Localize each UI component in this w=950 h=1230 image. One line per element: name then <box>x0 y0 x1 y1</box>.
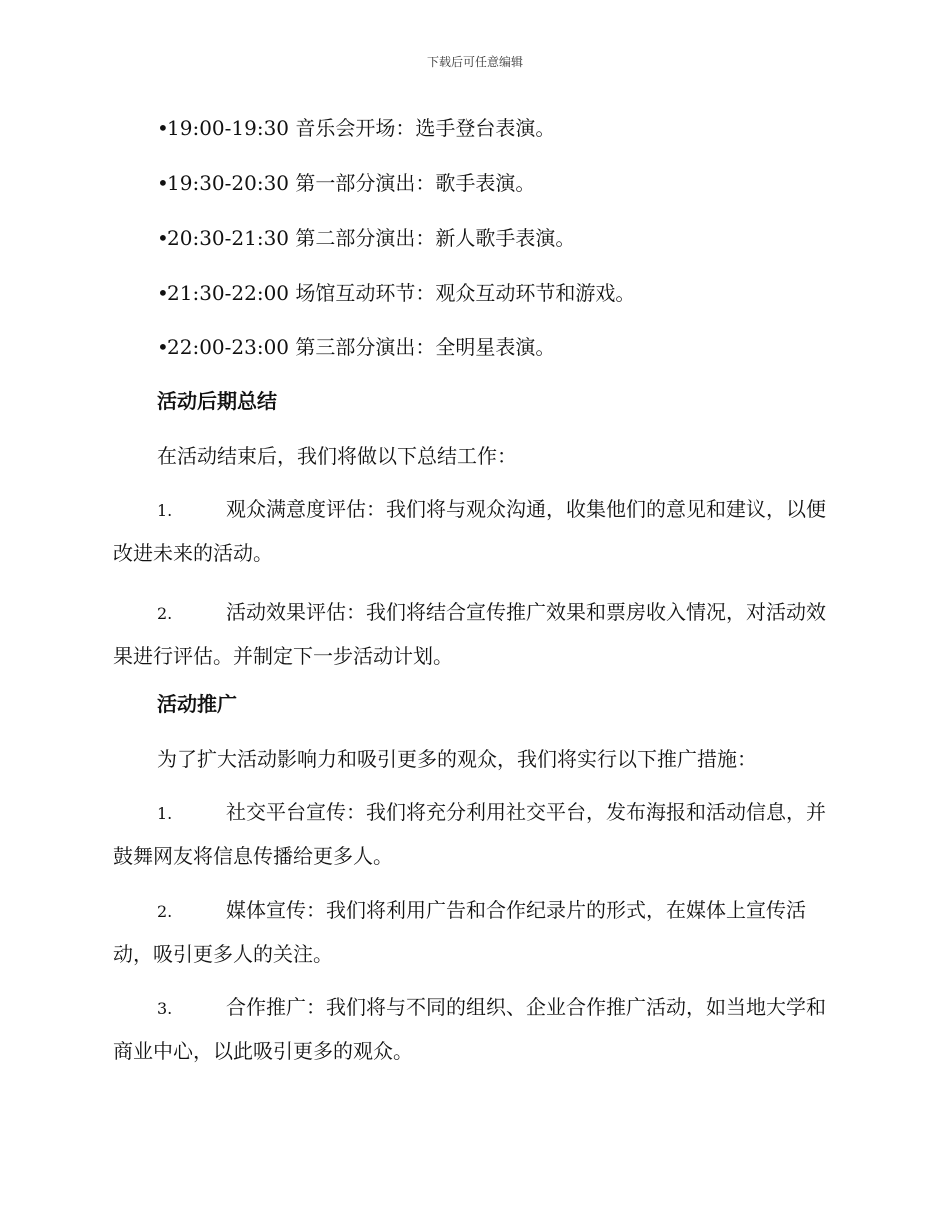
item-number: 2. <box>157 604 173 623</box>
item-text: 社交平台宣传：我们将充分利用社交平台，发布海报和活动信息，并鼓舞网友将信息传播给更多人。 <box>113 800 826 868</box>
schedule-item <box>157 114 950 142</box>
item-number: 3. <box>157 999 173 1018</box>
summary-item <box>113 591 833 678</box>
bullet: • <box>157 281 169 305</box>
promotion-intro: 为了扩大活动影响力和吸引更多的观众，我们将实行以下推广措施： <box>157 747 757 771</box>
item-text: 合作推广：我们将与不同的组织、企业合作推广活动，如当地大学和商业中心，以此吸引更多的观众。 <box>113 995 826 1063</box>
summary-item <box>113 488 833 575</box>
bullet: • <box>157 116 169 140</box>
item-text: 活动效果评估：我们将结合宣传推广效果和票房收入情况，对活动效果进行评估。并制定下一步活动计划。 <box>113 600 826 668</box>
schedule-item <box>157 224 950 252</box>
schedule-item-text: 20:30-21:30 第二部分演出：新人歌手表演。 <box>167 226 576 250</box>
schedule-item <box>157 169 950 197</box>
schedule-item-text: 19:30-20:30 第一部分演出：歌手表演。 <box>167 171 536 195</box>
promotion-item <box>113 791 833 878</box>
schedule-item-text: 19:00-19:30 音乐会开场：选手登台表演。 <box>167 116 556 140</box>
item-text: 观众满意度评估：我们将与观众沟通，收集他们的意见和建议，以便改进未来的活动。 <box>113 497 826 565</box>
bullet: • <box>157 171 169 195</box>
promotion-item <box>113 889 833 976</box>
schedule-item-text: 21:30-22:00 场馆互动环节：观众互动环节和游戏。 <box>167 281 636 305</box>
schedule-item <box>157 279 950 307</box>
bullet: • <box>157 226 169 250</box>
summary-intro: 在活动结束后，我们将做以下总结工作： <box>157 444 517 468</box>
schedule-item <box>157 333 950 361</box>
promotion-item <box>113 986 833 1073</box>
bullet: • <box>157 335 169 359</box>
item-text: 媒体宣传：我们将利用广告和合作纪录片的形式，在媒体上宣传活动，吸引更多人的关注。 <box>113 898 806 966</box>
item-number: 1. <box>157 501 173 520</box>
section-heading-promotion: 活动推广 <box>157 692 237 716</box>
section-heading-summary: 活动后期总结 <box>157 389 277 413</box>
item-number: 1. <box>157 804 173 823</box>
item-number: 2. <box>157 902 173 921</box>
schedule-item-text: 22:00-23:00 第三部分演出：全明星表演。 <box>167 335 556 359</box>
page-header: 下载后可任意编辑 <box>426 55 523 69</box>
